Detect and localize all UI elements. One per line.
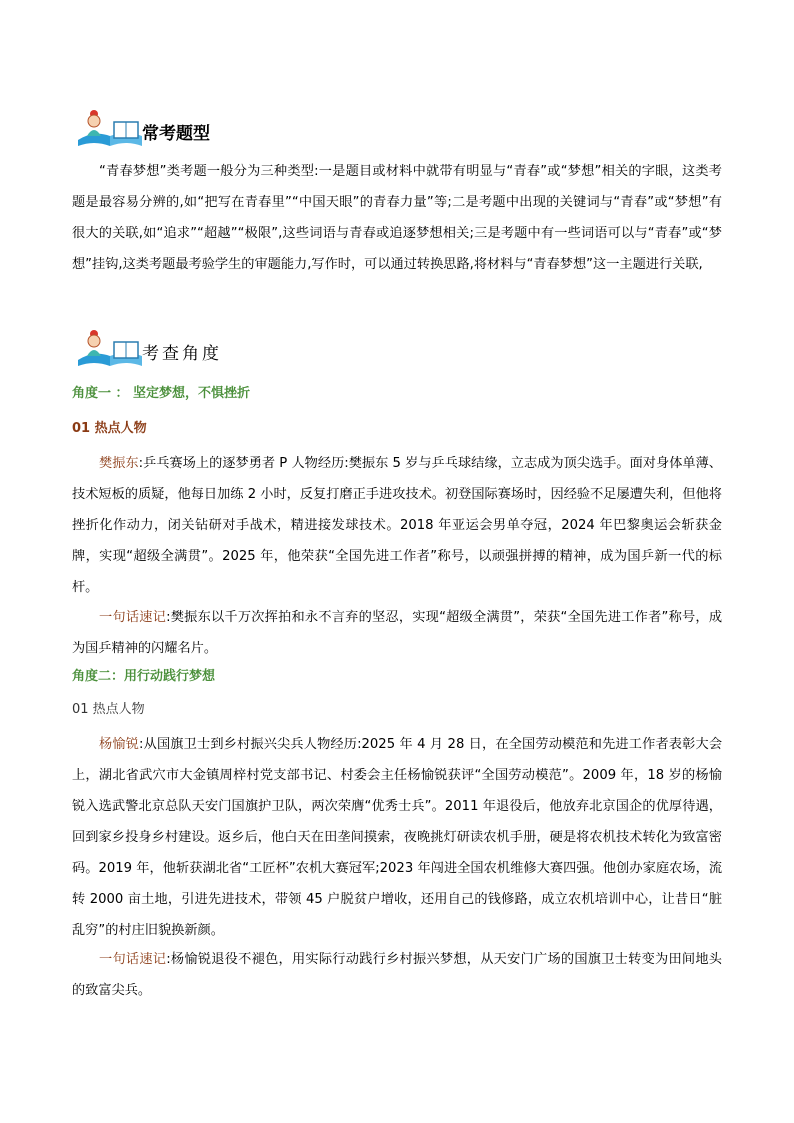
angle-1-person-paragraph <box>72 448 722 603</box>
summary-text: :杨愉锐退役不褪色，用实际行动践行乡村振兴梦想，从天安门广场的国旗卫士转变为田间地头的致富尖兵。 <box>72 952 722 998</box>
reading-girl-book-icon <box>74 106 144 148</box>
person-name: 杨愉锐 <box>99 737 140 752</box>
person-name: 樊振东 <box>99 456 139 471</box>
angle-1-summary-paragraph <box>72 602 722 664</box>
section-heading-common-types <box>74 108 210 148</box>
person-text: :从国旗卫士到乡村振兴尖兵人物经历:2025 年 4 月 28 日，在全国劳动模范和先进工作者表彰大会上，湖北省武穴市大金镇周梓村党支部书记、村委会主任杨愉锐获评“全国劳动模范”。2009 年，18 岁的杨愉锐入选武警北京总队天安门国旗护卫队，两次荣膺“优秀士兵”。2011 年退役后，他放弃北京国企的优厚待遇，回到家乡投身乡村建设。返乡后，他白天在田垄间摸索，夜晚挑灯研读农机手册，硬是将农机技术转化为致富密码。2019 年，他斩获湖北省“工匠杯”农机大赛冠军;2023 年闯进全国农机维修大赛四强。他创办家庭农场，流转 2000 亩土地，引进先进技术，带领 45 户脱贫户增收，还用自己的钱修路，成立农机培训中心，让昔日“脏乱穷”的村庄旧貌换新颜。 <box>72 737 723 938</box>
section-title: 常考题型 <box>142 124 210 144</box>
angle-2-summary-paragraph <box>72 944 722 1006</box>
intro-paragraph: “青春梦想”类考题一般分为三种类型:一是题目或材料中就带有明显与“青春”或“梦想”相关的字眼，这类考题是最容易分辨的,如“把写在青春里”“中国天眼”的青春力量”等;二是考题中出现的关键词与“青春”或“梦想”有很大的关联,如“追求”“超越”“极限”,这些词语与青春或追逐梦想相关;三是考题中有一些词语可以与“青春”或“梦想”挂钩,这类考题最考验学生的审题能力,写作时，可以通过转换思路,将材料与“青春梦想”这一主题进行关联, <box>72 164 722 272</box>
summary-label: 一句话速记 <box>99 952 167 967</box>
angle-2-heading: 角度二：用行动践行梦想 <box>72 669 216 684</box>
summary-label: 一句话速记 <box>99 610 167 625</box>
angle-1-heading: 角度一 ： 坚定梦想，不惧挫折 <box>72 386 251 401</box>
summary-text: :樊振东以千万次挥拍和永不言弃的坚忍，实现“超级全满贯”，荣获“全国先进工作者”称号，成为国乒精神的闪耀名片。 <box>72 610 722 656</box>
angle-1-hot-label: 01 热点人物 <box>72 421 147 436</box>
angle-2-hot-label: 01 热点人物 <box>72 702 145 717</box>
section-heading-exam-angles <box>74 328 222 368</box>
section-title: 考查角度 <box>142 344 222 364</box>
reading-girl-book-icon <box>74 326 144 368</box>
person-text: :乒乓赛场上的逐梦勇者 P 人物经历:樊振东 5 岁与乒乓球结缘，立志成为顶尖选手。面对身体单薄、技术短板的质疑，他每日加练 2 小时，反复打磨正手进攻技术。初登国际赛场时，因经验不足屡遭失利，但他将挫折化作动力，闭关钻研对手战术，精进接发球技术。2018 年亚运会男单夺冠，2024 年巴黎奥运会斩获金牌，实现“超级全满贯”。2025 年，他荣获“全国先进工作者”称号，以顽强拼搏的精神，成为国乒新一代的标杆。 <box>72 456 722 595</box>
angle-2-person-paragraph <box>72 729 722 946</box>
